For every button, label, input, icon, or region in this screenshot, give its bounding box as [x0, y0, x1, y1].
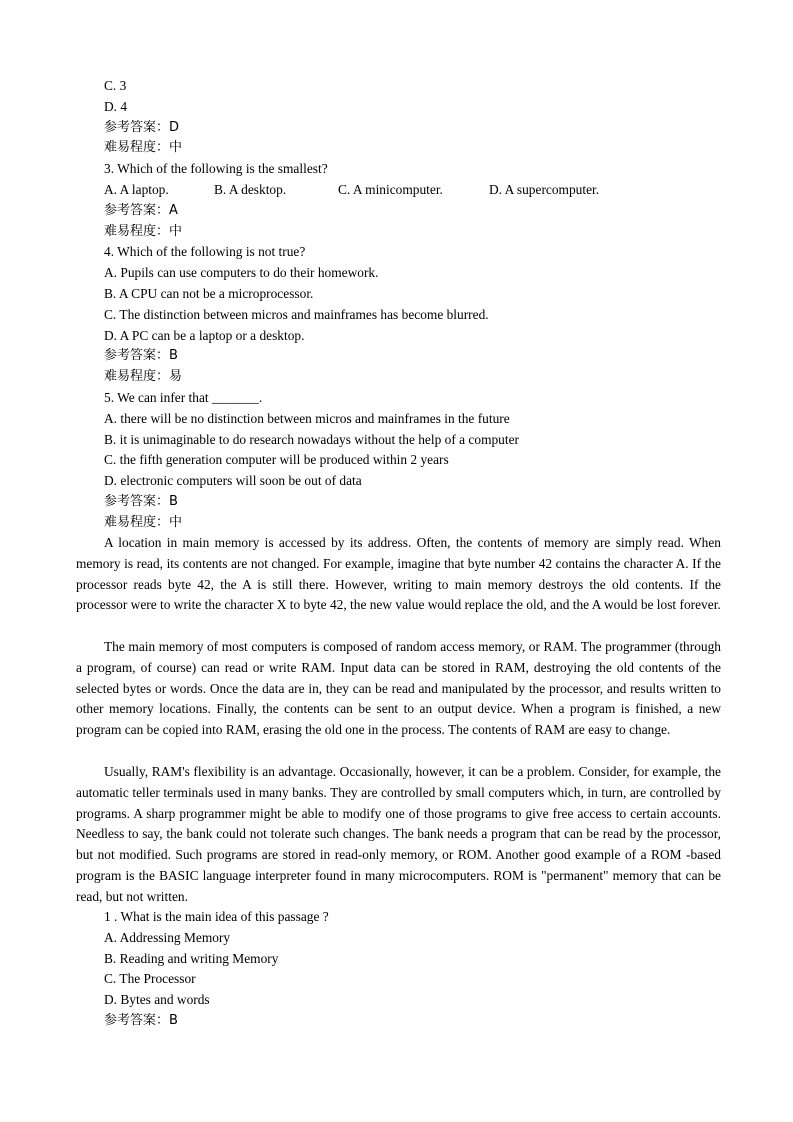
q4-option-d: D. A PC can be a laptop or a desktop. — [104, 327, 305, 343]
q3-option-c: C. A minicomputer. — [338, 181, 443, 197]
q3-options-row — [104, 180, 720, 201]
q5-option-d: D. electronic computers will soon be out of data — [104, 473, 362, 489]
q3-option-a: A. A laptop. — [104, 181, 169, 197]
questions-block-top — [104, 76, 720, 534]
q5-option-c: C. the fifth generation computer will be produced within 2 years — [104, 452, 449, 468]
pq1-option-d: D. Bytes and words — [104, 992, 210, 1008]
q2-option-d: D. 4 — [104, 98, 128, 114]
passage-paragraph-2: The main memory of most computers is composed of random access memory, or RAM. The programmer (through a program, of course) can read or write RAM. Input data can be stored in RAM, destroying the old contents of the selected bytes or words. Once the data are in, they can be read and manipulated by the processor, and results written to other memory locations. Finally, the contents can be sent to an output device. When a program is finished, a new program can be copied into RAM, erasing the old one in the process. The contents of RAM are easy to change. — [76, 639, 721, 738]
q3-stem: 3. Which of the following is the smallest? — [104, 161, 328, 177]
q3-answer: 参考答案：A — [104, 202, 178, 218]
pq1-option-b: B. Reading and writing Memory — [104, 950, 279, 966]
q4-difficulty: 难易程度：易 — [104, 369, 183, 385]
q5-stem: 5. We can infer that _______. — [104, 389, 263, 405]
q4-answer: 参考答案：B — [104, 348, 178, 364]
q2-difficulty: 难易程度：中 — [104, 140, 183, 156]
q2-answer: 参考答案：D — [104, 119, 180, 135]
q3-difficulty: 难易程度：中 — [104, 223, 183, 239]
pq1-option-c: C. The Processor — [104, 971, 196, 987]
pq1-option-a: A. Addressing Memory — [104, 929, 231, 945]
q5-option-b: B. it is unimaginable to do research nowadays without the help of a computer — [104, 431, 520, 447]
q5-option-a: A. there will be no distinction between micros and mainframes in the future — [104, 410, 510, 426]
q3-option-b: B. A desktop. — [214, 181, 287, 197]
q4-option-a: A. Pupils can use computers to do their homework. — [104, 265, 379, 281]
q2-option-c: C. 3 — [104, 78, 127, 93]
q4-option-c: C. The distinction between micros and mainframes has become blurred. — [104, 306, 489, 322]
pq1-answer: 参考答案：B — [104, 1012, 178, 1028]
q4-option-b: B. A CPU can not be a microprocessor. — [104, 285, 314, 301]
passage-paragraph-1: A location in main memory is accessed by its address. Often, the contents of memory are simply read. When memory is read, its contents are not changed. For example, imagine that byte number 42 contains the character A. If the processor reads byte 42, the A is still there. However, writing to main memory destroys the old contents. If the processor were to write the character X to byte 42, the new value would replace the old, and the A would be lost forever. — [76, 535, 721, 613]
q4-stem: 4. Which of the following is not true? — [104, 244, 306, 260]
q3-option-d: D. A supercomputer. — [489, 181, 600, 197]
pq1-stem: 1 . What is the main idea of this passage ? — [104, 909, 329, 924]
q5-difficulty: 难易程度：中 — [104, 514, 183, 530]
passage-paragraph-3: Usually, RAM's flexibility is an advantage. Occasionally, however, it can be a problem. Consider, for example, the automatic teller terminals used in many banks. They are controlled by small computers which, in turn, are controlled by programs. A sharp programmer might be able to modify one of those programs to give free access to certain accounts. Needless to say, the bank could not tolerate such changes. The bank needs a program that can be read by the processor, but not modified. Such programs are stored in read-only memory, or ROM. Another good example of a ROM -based program is the BASIC language interpreter found in many microcomputers. ROM is "permanent" memory that can be read, but not written. — [76, 764, 721, 904]
q5-answer: 参考答案：B — [104, 493, 178, 509]
questions-block-bottom — [104, 907, 720, 1032]
